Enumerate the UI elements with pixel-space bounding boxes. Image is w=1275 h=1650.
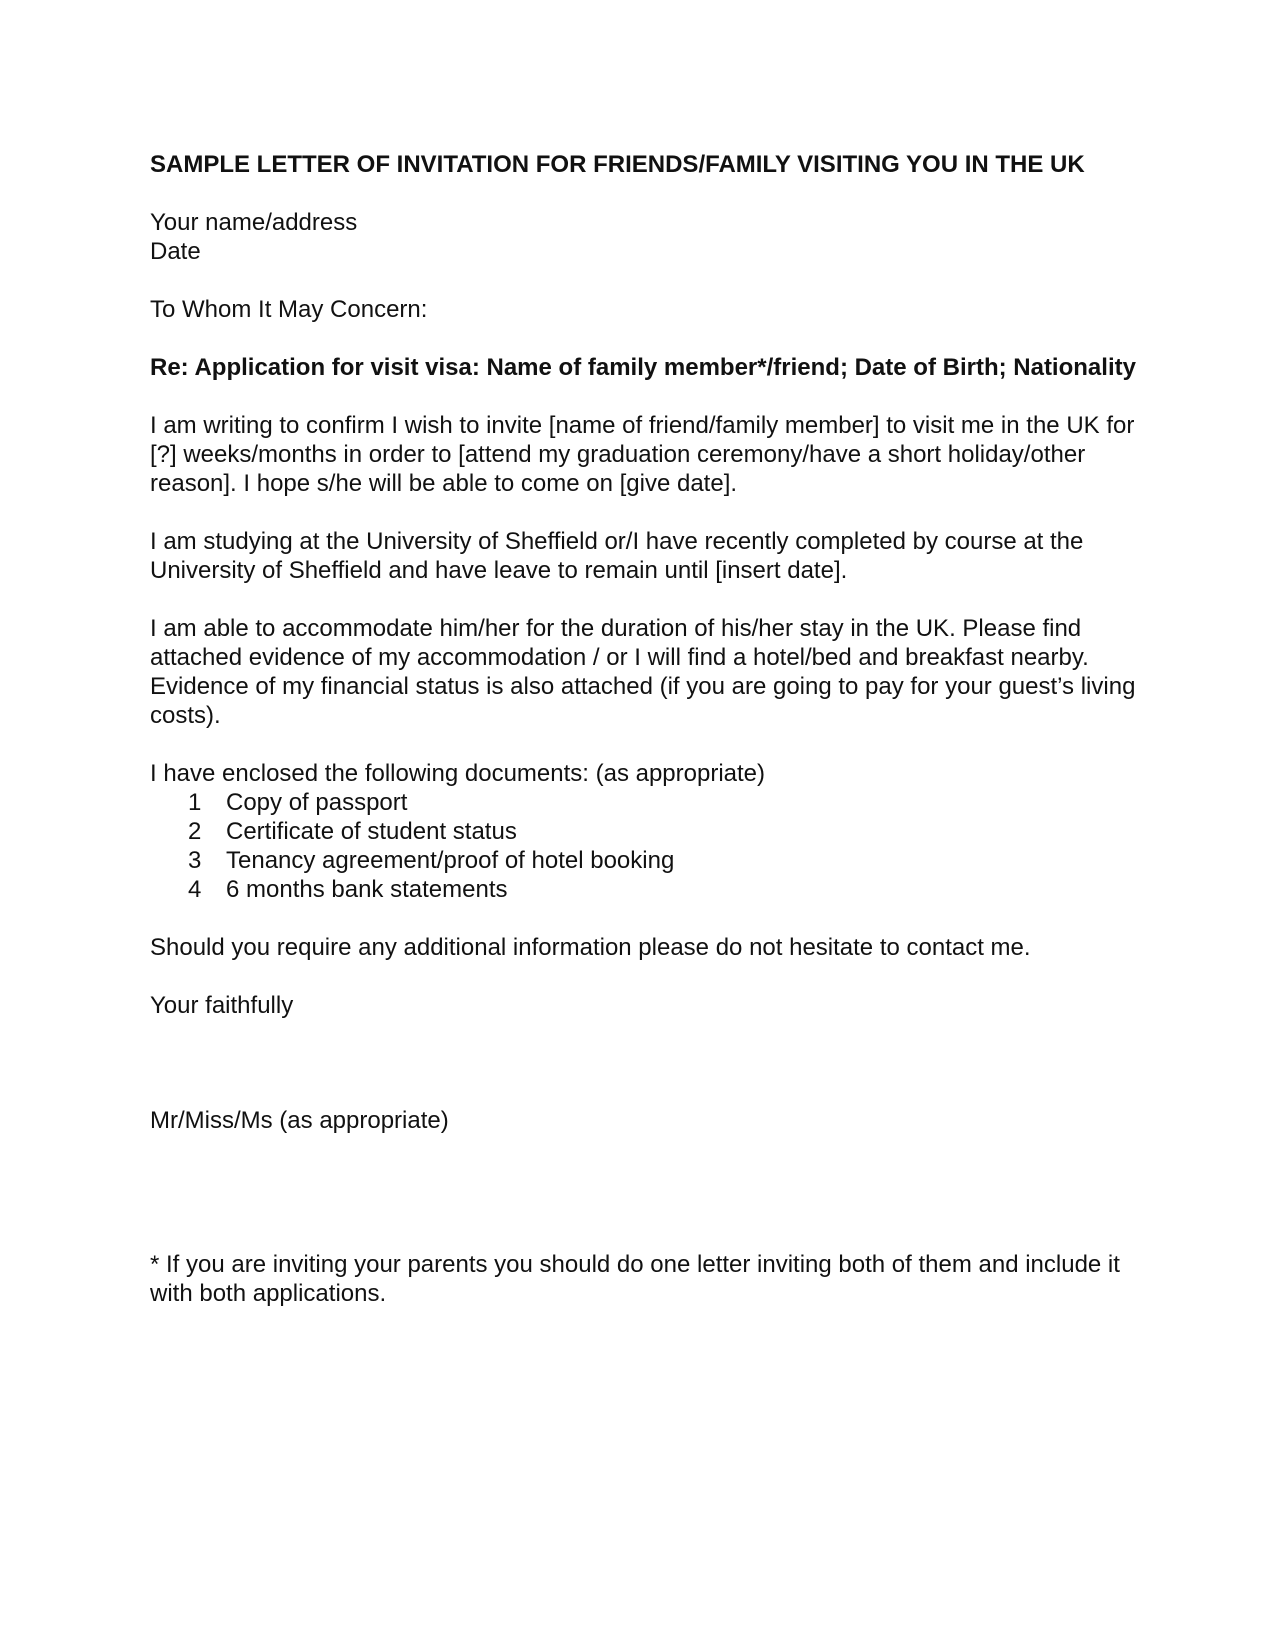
salutation: To Whom It May Concern: — [150, 296, 428, 323]
documents-section — [150, 759, 1140, 904]
list-item-number: 3 — [188, 847, 202, 874]
list-item-number: 2 — [188, 818, 202, 845]
letter-page — [150, 150, 1140, 1308]
footnote: * If you are inviting your parents you should do one letter inviting both of them and include it with both applications. — [150, 1251, 1120, 1307]
list-item — [150, 846, 1140, 875]
sender-name-address: Your name/address — [150, 209, 358, 236]
sender-block — [150, 208, 1140, 266]
list-item — [150, 875, 1140, 904]
letter-title: SAMPLE LETTER OF INVITATION FOR FRIENDS/FAMILY VISITING YOU IN THE UK — [150, 151, 1085, 178]
closing-paragraph: Should you require any additional information please do not hesitate to contact me. — [150, 934, 1031, 961]
list-item — [150, 788, 1140, 817]
sender-date: Date — [150, 238, 201, 265]
paragraph-invitation: I am writing to confirm I wish to invite [name of friend/family member] to visit me in the UK for [?] weeks/months in order to [attend my graduation ceremony/have a short holiday/other reason]. I hope s/he will be able to come on [give date]. — [150, 412, 1135, 497]
documents-list — [150, 788, 1140, 904]
documents-intro: I have enclosed the following documents: (as appropriate) — [150, 760, 766, 787]
subject-line: Re: Application for visit visa: Name of family member*/friend; Date of Birth; Nationality — [150, 354, 1136, 381]
list-item-text: 6 months bank statements — [226, 876, 508, 903]
list-item-number: 1 — [188, 789, 202, 816]
paragraph-accommodation: I am able to accommodate him/her for the duration of his/her stay in the UK. Please find attached evidence of my accommodation / or I will find a hotel/bed and breakfast nearby. Evidence of my financial status is also attached (if you are going to pay for your guest’s living costs). — [150, 615, 1136, 729]
signature-line: Mr/Miss/Ms (as appropriate) — [150, 1107, 449, 1134]
paragraph-study-status: I am studying at the University of Sheffield or/I have recently completed by course at the University of Sheffield and have leave to remain until [insert date]. — [150, 528, 1084, 584]
sign-off: Your faithfully — [150, 992, 294, 1019]
list-item-text: Tenancy agreement/proof of hotel booking — [226, 847, 675, 874]
list-item — [150, 817, 1140, 846]
list-item-number: 4 — [188, 876, 202, 903]
list-item-text: Certificate of student status — [226, 818, 517, 845]
list-item-text: Copy of passport — [226, 789, 408, 816]
